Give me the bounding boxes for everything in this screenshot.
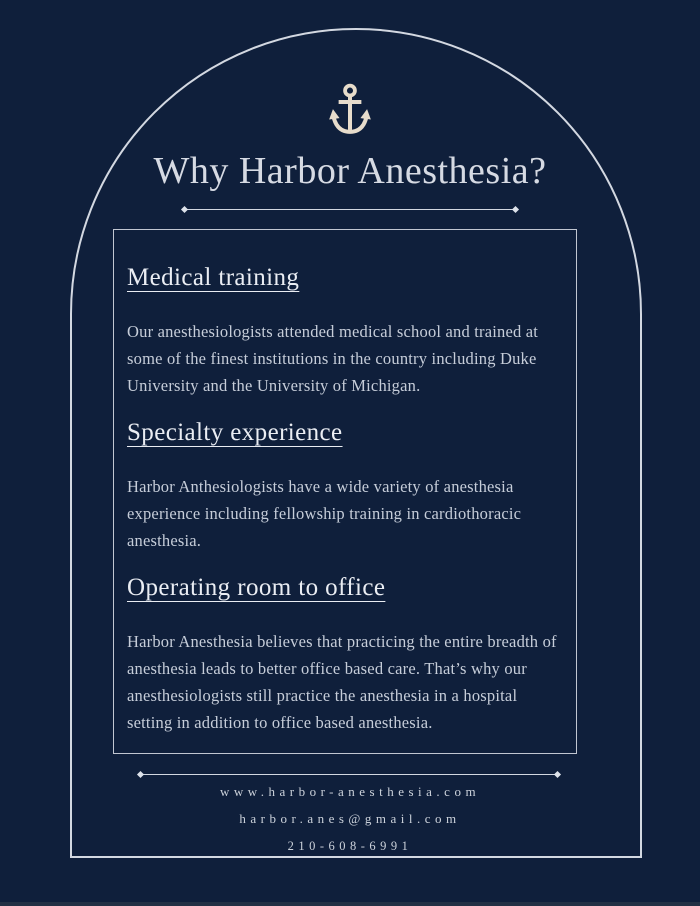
section-specialty-experience [127,419,563,554]
anchor-icon [329,83,371,138]
phone-text: 210-608-6991 [287,839,413,853]
section-heading: Specialty experience [127,419,343,446]
section-body: Harbor Anesthesia believes that practicing the entire breadth of anesthesia leads to better office based care. That’s why our anesthesiologists still practice the anesthesia in a hospital setting in addition to office based anesthesia. [127,632,557,732]
section-heading: Operating room to office [127,574,386,601]
bottom-edge-strip [0,902,700,906]
title-divider [182,207,518,212]
section-body: Harbor Anthesiologists have a wide variety of anesthesia experience including fellowship training in cardiothoracic anesthesia. [127,477,522,550]
section-heading: Medical training [127,264,300,291]
divider-dot [554,771,561,778]
divider-dot [512,206,519,213]
section-medical-training [127,264,563,399]
email-text: harbor.anes@gmail.com [239,811,461,826]
page-title: Why Harbor Anesthesia? [153,150,547,192]
footer-divider [138,772,560,777]
divider-line [187,209,513,210]
divider-line [143,774,555,775]
content-box [113,229,577,754]
section-operating-room-to-office [127,574,563,736]
section-body: Our anesthesiologists attended medical school and trained at some of the finest institutions in the country including Duke University and the University of Michigan. [127,322,539,395]
website-text: www.harbor-anesthesia.com [219,784,481,799]
